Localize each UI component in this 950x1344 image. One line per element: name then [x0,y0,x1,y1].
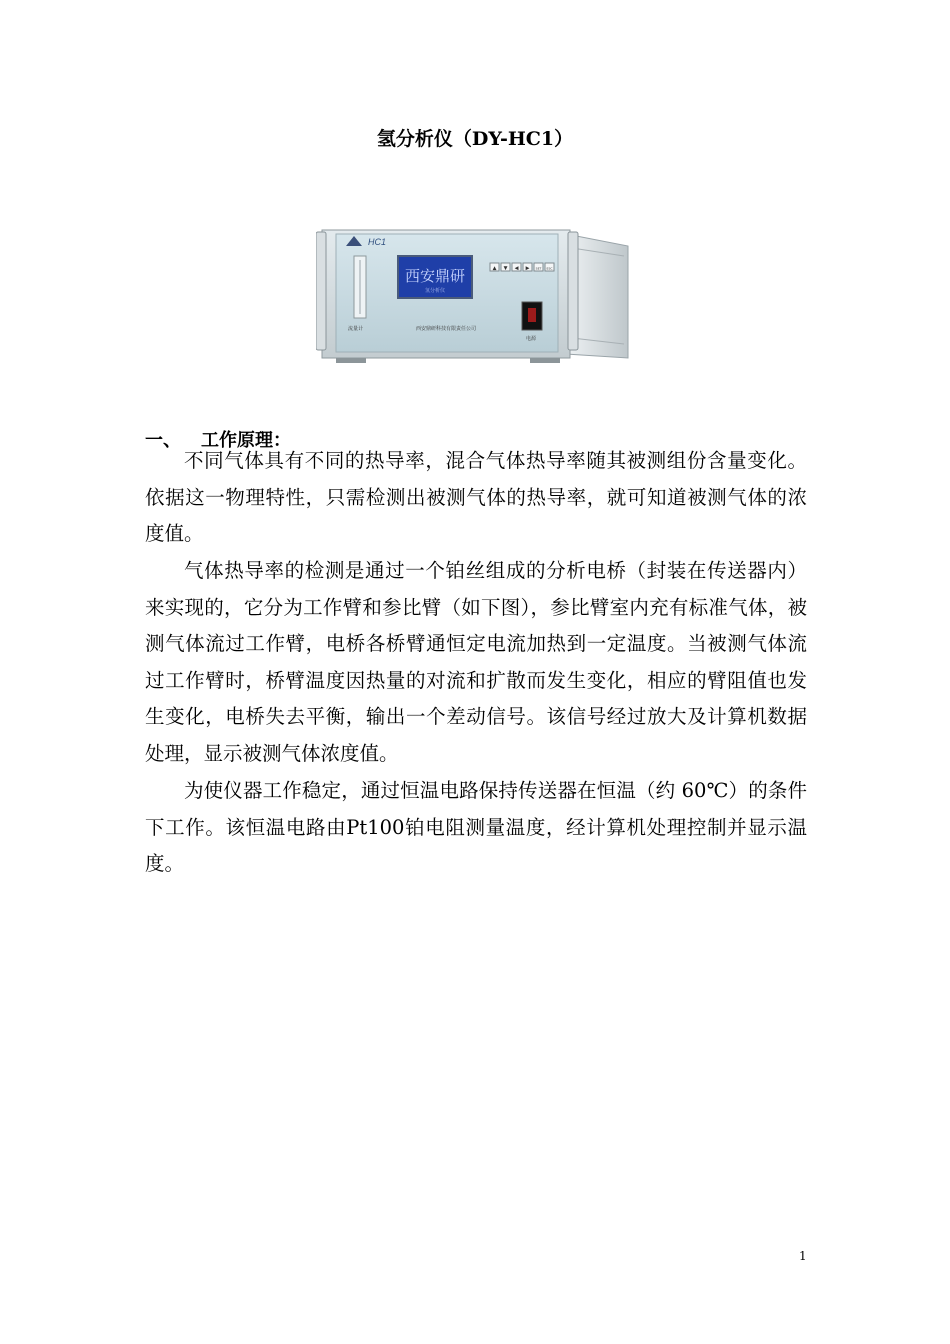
paragraph-1: 不同气体具有不同的热导率，混合气体热导率随其被测组份含量变化。依据这一物理特性，只需检测出被测气体的热导率，就可知道被测气体的浓度值。 [145,449,807,545]
keypad-button-label: ▲ [492,265,497,272]
keypad-button-label: ◀ [514,265,519,272]
display-screen-text: 西安鼎研 [404,267,466,285]
keypad-button-label: ▼ [503,265,508,272]
flowmeter-label: 流量计 [348,326,364,332]
model-label: HC1 [368,237,387,247]
company-label: 西安鼎研科技有限责任公司 [415,326,477,332]
document-title: 氢分析仪（DY-HC1） [376,128,574,150]
page-number: 1 [799,1249,807,1263]
display-screen-subtext: 氢分析仪 [424,288,446,294]
paragraph-3: 为使仪器工作稳定，通过恒温电路保持传送器在恒温（约 60℃）的条件下工作。该恒温电路由Pt100铂电阻测量温度，经计算机处理控制并显示温度。 [145,779,807,875]
keypad-button-label: SET [535,266,542,271]
keypad-button-label: ▶ [525,265,530,272]
paragraph-2: 气体热导率的检测是通过一个铂丝组成的分析电桥（封装在传送器内）来实现的，它分为工作臂和参比臂（如下图），参比臂室内充有标准气体，被测气体流过工作臂，电桥各桥臂通恒定电流加热到一定温度。当被测气体流过工作臂时，桥臂温度因热量的对流和扩散而发生变化，相应的臂阻值也发生变化，电桥失去平衡，输出一个差动信号。该信号经过放大及计算机数据处理，显示被测气体浓度值。 [145,559,807,765]
power-label: 电源 [526,336,537,342]
section-number: 一、 [145,430,181,451]
keypad-button-label: ESC [546,266,553,271]
analyzer-device-photo [316,226,632,366]
section-title: 工作原理： [201,430,291,451]
